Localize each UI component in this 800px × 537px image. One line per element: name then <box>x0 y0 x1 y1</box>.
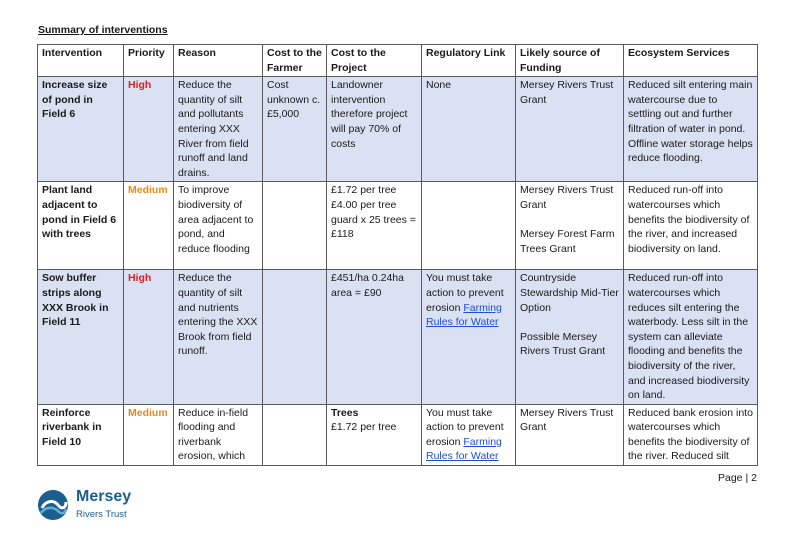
col-header-cost-farmer: Cost to the Farmer <box>263 45 327 77</box>
cell-cost-farmer <box>263 404 327 465</box>
col-header-priority: Priority <box>124 45 174 77</box>
table-row <box>38 77 758 182</box>
cell-funding <box>516 270 624 404</box>
priority-badge: Medium <box>128 406 168 419</box>
logo-name: Mersey <box>76 488 132 505</box>
cell-intervention: Reinforce riverbank in Field 10 <box>38 404 124 465</box>
cell-reason: Reduce the quantity of silt and pollutants entering XXX River from field runoff and land drains. <box>174 77 263 182</box>
table-row <box>38 404 758 465</box>
table-row <box>38 270 758 404</box>
regulatory-text: You must take action to prevent erosion <box>426 406 504 448</box>
funding-text: Mersey Rivers Trust Grant <box>520 184 614 211</box>
line-gap <box>520 315 619 330</box>
cell-priority <box>124 182 174 270</box>
funding-text: Countryside Stewardship Mid-Tier Option <box>520 272 619 314</box>
priority-badge: Medium <box>128 184 168 197</box>
cost-subheading: Trees <box>331 406 359 419</box>
cell-priority <box>124 270 174 404</box>
cell-ecosystem: Reduced run-off into watercourses which reduces silt entering the waterbody. Less silt in the system can alleviate flooding and benefits the biodiversity of the river, and increased biodiversity on land. <box>624 270 758 404</box>
funding-text: Possible Mersey Rivers Trust Grant <box>520 330 606 358</box>
cell-regulatory <box>422 404 516 465</box>
priority-badge: High <box>128 272 152 285</box>
cell-ecosystem <box>624 77 758 182</box>
cell-priority <box>124 77 174 182</box>
section-heading: Summary of interventions <box>38 24 168 36</box>
cell-ecosystem: Reduced run-off into watercourses which benefits the biodiversity of the river, and increased biodiversity on land. <box>624 182 758 270</box>
cell-regulatory <box>422 270 516 404</box>
cell-intervention: Increase size of pond in Field 6 <box>38 77 124 182</box>
table-row <box>38 182 758 270</box>
cost-text: £1.72 per tree <box>331 421 397 434</box>
regulatory-text: You must take action to prevent erosion <box>426 272 504 314</box>
cell-intervention: Plant land adjacent to pond in Field 6 with trees <box>38 182 124 270</box>
ecosystem-text: Reduced silt entering main watercourse due to settling out and further filtration of water in pond. <box>628 79 753 135</box>
cell-cost-project <box>327 404 422 465</box>
cell-ecosystem: Reduced bank erosion into watercourses which benefits the biodiversity of the river. Reduced silt <box>624 404 758 465</box>
cell-regulatory: None <box>422 77 516 182</box>
line-gap <box>520 213 619 228</box>
ecosystem-text: Offline water storage helps reduce flooding. <box>628 137 753 165</box>
cell-intervention: Sow buffer strips along XXX Brook in Field 11 <box>38 270 124 404</box>
col-header-regulatory: Regulatory Link <box>422 45 516 77</box>
col-header-reason: Reason <box>174 45 263 77</box>
farming-rules-link[interactable]: Farming Rules for Water <box>426 301 502 329</box>
cell-cost-project: £1.72 per tree £4.00 per tree guard x 25 trees = £118 <box>327 182 422 270</box>
cell-cost-farmer <box>263 182 327 270</box>
col-header-ecosystem: Ecosystem Services <box>624 45 758 77</box>
cell-funding: Mersey Rivers Trust Grant <box>516 77 624 182</box>
funding-text: Mersey Forest Farm Trees Grant <box>520 228 615 255</box>
cell-priority <box>124 404 174 465</box>
page-number: Page | 2 <box>718 472 757 484</box>
logo-subtitle: Rivers Trust <box>76 509 127 520</box>
cell-cost-farmer <box>263 270 327 404</box>
mersey-rivers-trust-logo <box>36 488 176 524</box>
cell-reason: To improve biodiversity of area adjacent to pond, and reduce flooding <box>174 182 263 270</box>
table-header-row <box>38 45 758 77</box>
cell-funding: Mersey Rivers Trust Grant <box>516 404 624 465</box>
cell-cost-project: £451/ha 0.24ha area = £90 <box>327 270 422 404</box>
cell-cost-farmer: Cost unknown c. £5,000 <box>263 77 327 182</box>
col-header-intervention: Intervention <box>38 45 124 77</box>
farming-rules-link[interactable]: Farming Rules for Water <box>426 435 502 463</box>
river-swirl-icon <box>36 488 70 522</box>
cell-reason: Reduce in-field flooding and riverbank erosion, which <box>174 404 263 465</box>
cell-reason: Reduce the quantity of silt and nutrients entering the XXX Brook from field runoff. <box>174 270 263 404</box>
cell-regulatory <box>422 182 516 270</box>
col-header-funding: Likely source of Funding <box>516 45 624 77</box>
cell-funding <box>516 182 624 270</box>
col-header-cost-project: Cost to the Project <box>327 45 422 77</box>
interventions-table <box>37 44 758 466</box>
cell-cost-project: Landowner intervention therefore project will pay 70% of costs <box>327 77 422 182</box>
priority-badge: High <box>128 79 152 92</box>
